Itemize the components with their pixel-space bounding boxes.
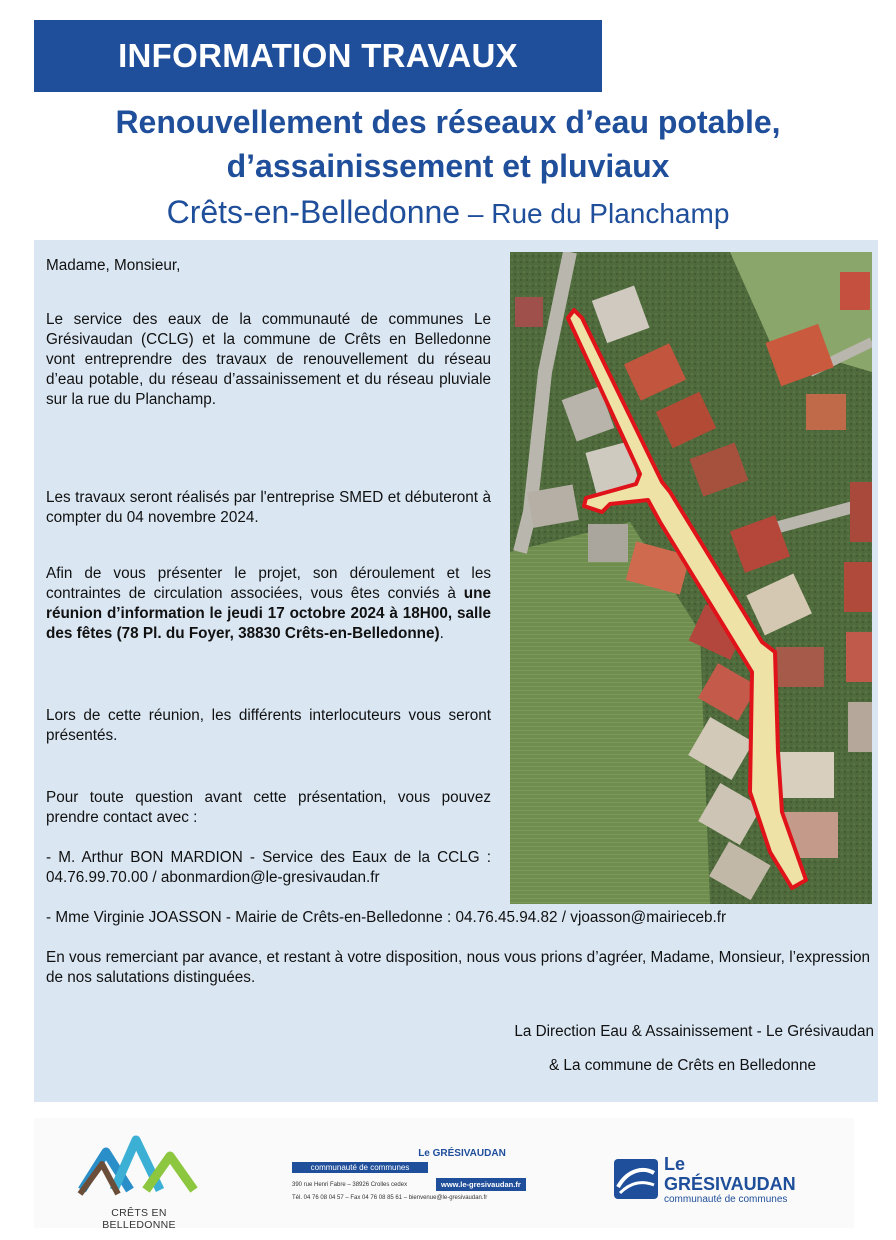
paragraph-contractor: Les travaux seront réalisés par l'entreprise SMED et débuteront à compter du 04 novembre 2024. [46,489,491,526]
page-title [0,100,896,188]
logo2-address: 390 rue Henri Fabre – 38926 Crolles cedex [292,1181,408,1188]
logo-gresivaudan [614,1154,814,1204]
meeting-intro-text: Afin de vous présenter le projet, son déroulement et les contraintes de circulation associées, vous êtes conviés à [46,565,491,602]
greeting: Madame, Monsieur, [46,257,181,274]
closing-paragraph: En vous remerciant par avance, et restant à votre disposition, nous vous prions d’agréer, Madame, Monsieur, l’expression de nos salutations distinguées. [46,949,870,986]
logo2-title: Le GRÉSIVAUDAN [418,1148,506,1159]
logo3-title: Le GRÉSIVAUDAN [664,1153,796,1194]
logo-crets-text: CRÊTS EN BELLEDONNE [102,1207,176,1231]
meeting-end-text: . [439,625,444,642]
subtitle-dash: – [460,198,492,229]
logo-crets-en-belledonne [74,1128,204,1231]
contact-mairie: - Mme Virginie JOASSON - Mairie de Crêts-en-Belledonne : 04.76.45.94.82 / vjoasson@mairieceb.fr [46,909,727,926]
logo-gresivaudan-address [292,1148,562,1220]
logo2-contact: Tél. 04 76 08 04 57 – Fax 04 76 08 85 61 – bienvenue@le-gresivaudan.fr [292,1195,488,1201]
contact-cclg: - M. Arthur BON MARDION - Service des Eaux de la CCLG : 04.76.99.70.00 / abonmardion@le-gresivaudan.fr [46,849,491,886]
banner-information-travaux: INFORMATION TRAVAUX [34,20,602,92]
logo2-subtitle: communauté de communes [292,1162,428,1173]
signature-line-2: & La commune de Crêts en Belledonne [548,1057,816,1074]
signature-line-1: La Direction Eau & Assainissement - Le Grésivaudan [514,1023,874,1040]
paragraph-contact-intro: Pour toute question avant cette présentation, vous pouvez prendre contact avec : [46,789,491,826]
footer-logos [34,1118,854,1231]
paragraph-intro: Le service des eaux de la communauté de communes Le Grésivaudan (CCLG) et la commune de Crêts en Belledonne vont entreprendre des travaux de renouvellement du réseau d’eau potable, du réseau d’assainissement et du réseau pluviale sur la rue du Planchamp. [46,311,491,408]
subtitle-place: Crêts-en-Belledonne [166,194,461,230]
mountains-logo-icon [74,1128,204,1198]
subtitle-street: Rue du Planchamp [491,198,730,229]
title-line-1: Renouvellement des réseaux d’eau potable, [115,104,781,140]
aerial-map-image [510,252,872,904]
gresivaudan-emblem-icon [614,1159,658,1199]
paragraph-meeting [46,564,491,644]
logo2-website: www.le-gresivaudan.fr [436,1178,526,1191]
page-subtitle [0,192,896,234]
title-line-2: d’assainissement et pluviaux [226,148,670,184]
meeting-details: une réunion d’information le jeudi 17 octobre 2024 à 18H00, salle des fêtes (78 Pl. du Foyer, 38830 Crêts-en-Belledonne) [46,585,491,642]
paragraph-speakers: Lors de cette réunion, les différents interlocuteurs vous seront présentés. [46,707,491,744]
logo3-subtitle: communauté de communes [664,1193,788,1205]
logo2-address-row [292,1178,562,1191]
